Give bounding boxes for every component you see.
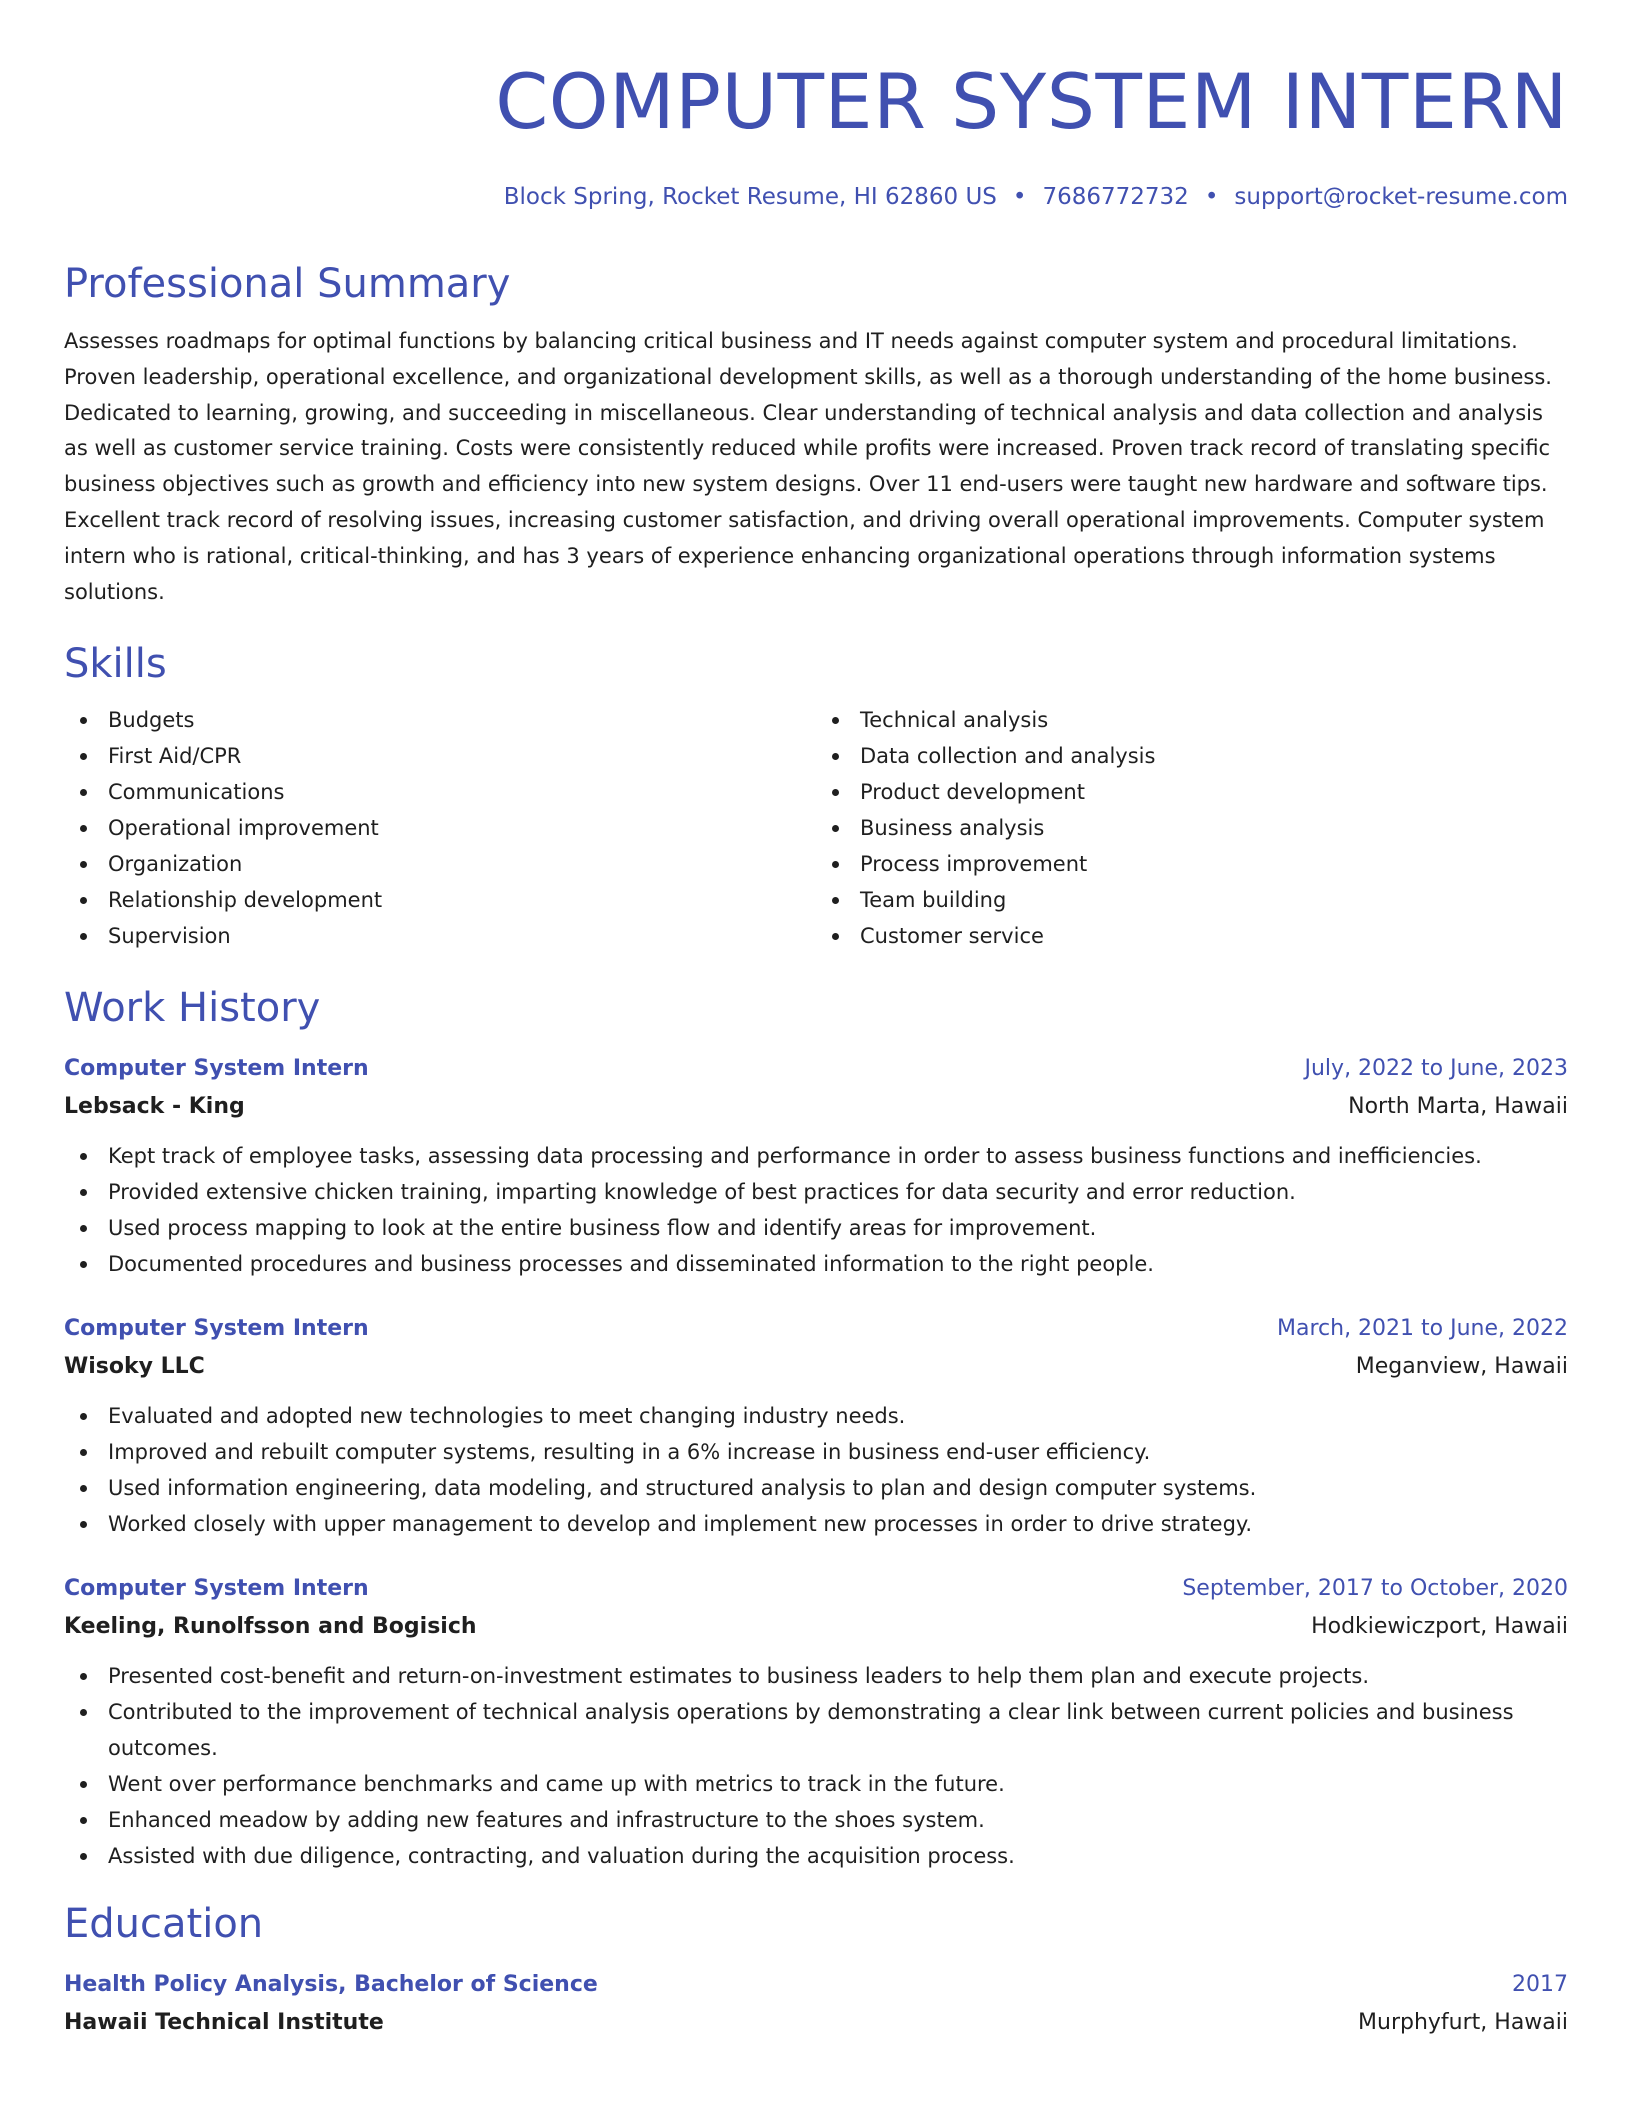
resume-title: COMPUTER SYSTEM INTERN	[495, 57, 1568, 146]
job-company-row	[64, 1608, 1568, 1646]
skills-column-left	[64, 702, 816, 954]
job-company-row	[64, 1088, 1568, 1126]
resume-header	[64, 0, 1568, 214]
skill-item: Process improvement	[816, 846, 1568, 882]
skill-item: Customer service	[816, 918, 1568, 954]
summary-section	[64, 256, 1568, 610]
job-bullet: Documented procedures and business processes and disseminated information to the right people.	[64, 1246, 1568, 1282]
job-bullet: Used information engineering, data modeling, and structured analysis to plan and design computer systems.	[64, 1470, 1568, 1506]
contact-phone: 7686772732	[1042, 184, 1189, 210]
job-bullet: Worked closely with upper management to develop and implement new processes in order to drive strategy.	[64, 1506, 1568, 1542]
skill-item: Supervision	[64, 918, 816, 954]
job-title: Computer System Intern	[64, 1316, 369, 1342]
job-entry	[64, 1310, 1568, 1542]
job-title-row	[64, 1310, 1568, 1348]
skills-section	[64, 636, 1568, 954]
education-year: 2017	[1512, 1972, 1568, 1998]
job-bullet: Used process mapping to look at the entire business flow and identify areas for improvement.	[64, 1210, 1568, 1246]
education-degree: Health Policy Analysis, Bachelor of Science	[64, 1972, 598, 1998]
skill-item: Budgets	[64, 702, 816, 738]
education-school: Hawaii Technical Institute	[64, 2010, 384, 2036]
job-entry	[64, 1570, 1568, 1874]
job-entry	[64, 1050, 1568, 1282]
job-company: Lebsack - King	[64, 1094, 245, 1120]
job-location: Meganview, Hawaii	[1355, 1354, 1568, 1380]
job-dates: March, 2021 to June, 2022	[1277, 1316, 1568, 1342]
job-title-row	[64, 1050, 1568, 1088]
job-bullet: Kept track of employee tasks, assessing data processing and performance in order to assess business functions and inefficiencies.	[64, 1138, 1568, 1174]
job-bullet: Presented cost-benefit and return-on-investment estimates to business leaders to help them plan and execute projects.	[64, 1658, 1568, 1694]
job-bullets	[64, 1138, 1568, 1282]
skill-item: Organization	[64, 846, 816, 882]
job-title: Computer System Intern	[64, 1576, 369, 1602]
skill-item: Data collection and analysis	[816, 738, 1568, 774]
job-bullet: Improved and rebuilt computer systems, resulting in a 6% increase in business end-user efficiency.	[64, 1434, 1568, 1470]
education-degree-row	[64, 1966, 1568, 2004]
skills-column-right	[816, 702, 1568, 954]
education-location: Murphyfurt, Hawaii	[1358, 2010, 1568, 2036]
section-heading-summary: Professional Summary	[64, 261, 511, 307]
skills-grid	[64, 702, 1568, 954]
summary-text: Assesses roadmaps for optimal functions by balancing critical business and IT needs against computer system and procedural limitations. Proven leadership, operational excellence, and organizational development skills, as well as a thorough understanding of the home business. Dedicated to learning, growing, and succeeding in miscellaneous. Clear understanding of technical analysis and data collection and analysis as well as customer service training. Costs were consistently reduced while profits were increased. Proven track record of translating specific business objectives such as growth and efficiency into new system designs. Over 11 end-users were taught new hardware and software tips. Excellent track record of resolving issues, increasing customer satisfaction, and driving overall operational improvements. Computer system intern who is rational, critical-thinking, and has 3 years of experience enhancing organizational operations through information systems solutions.	[64, 329, 1552, 604]
section-heading-skills: Skills	[64, 641, 167, 688]
skill-item: Relationship development	[64, 882, 816, 918]
contact-separator: •	[1012, 184, 1027, 210]
job-company: Wisoky LLC	[64, 1354, 205, 1380]
job-title-row	[64, 1570, 1568, 1608]
job-bullet: Evaluated and adopted new technologies to meet changing industry needs.	[64, 1398, 1568, 1434]
skill-item: Product development	[816, 774, 1568, 810]
job-bullet: Enhanced meadow by adding new features and infrastructure to the shoes system.	[64, 1802, 1568, 1838]
education-school-row	[64, 2004, 1568, 2042]
contact-line	[64, 180, 1568, 214]
job-dates: September, 2017 to October, 2020	[1182, 1576, 1568, 1602]
job-title: Computer System Intern	[64, 1056, 369, 1082]
work-history-section	[64, 980, 1568, 1874]
education-entry	[64, 1966, 1568, 2042]
job-dates: July, 2022 to June, 2023	[1304, 1056, 1568, 1082]
skill-item: Communications	[64, 774, 816, 810]
job-bullet: Provided extensive chicken training, imparting knowledge of best practices for data security and error reduction.	[64, 1174, 1568, 1210]
job-company: Keeling, Runolfsson and Bogisich	[64, 1614, 477, 1640]
job-location: Hodkiewiczport, Hawaii	[1311, 1614, 1568, 1640]
job-bullet: Contributed to the improvement of technical analysis operations by demonstrating a clear link between current policies and business outcomes.	[64, 1694, 1568, 1766]
section-heading-education: Education	[64, 1901, 264, 1948]
skill-item: First Aid/CPR	[64, 738, 816, 774]
job-company-row	[64, 1348, 1568, 1386]
skill-item: Business analysis	[816, 810, 1568, 846]
section-heading-work-history: Work History	[64, 985, 321, 1032]
contact-separator: •	[1204, 184, 1219, 210]
education-section	[64, 1896, 1568, 2042]
skill-item: Operational improvement	[64, 810, 816, 846]
contact-address: Block Spring, Rocket Resume, HI 62860 US	[503, 184, 997, 210]
job-bullet: Assisted with due diligence, contracting, and valuation during the acquisition process.	[64, 1838, 1568, 1874]
skill-item: Technical analysis	[816, 702, 1568, 738]
skill-item: Team building	[816, 882, 1568, 918]
job-bullet: Went over performance benchmarks and came up with metrics to track in the future.	[64, 1766, 1568, 1802]
job-bullets	[64, 1658, 1568, 1874]
contact-email: support@rocket-resume.com	[1234, 184, 1568, 210]
job-location: North Marta, Hawaii	[1348, 1094, 1568, 1120]
job-bullets	[64, 1398, 1568, 1542]
